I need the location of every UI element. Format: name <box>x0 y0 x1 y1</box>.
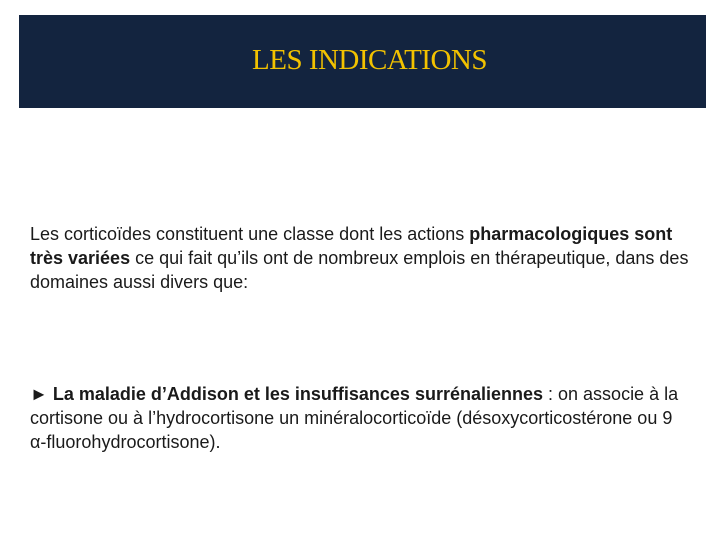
intro-text-end: ce qui fait qu’ils ont de nombreux emplois en thérapeutique, dans des domaines aussi divers que: <box>30 248 689 292</box>
intro-text-start: Les corticoïdes constituent une classe dont les actions <box>30 224 470 244</box>
slide-title: LES INDICATIONS <box>252 44 487 76</box>
intro-paragraph <box>30 222 690 294</box>
addison-text: : on associe à la cortisone ou à l’hydrocortisone un minéralocorticoïde (désoxycorticostérone ou 9 α-fluorohydrocortisone). <box>30 384 679 452</box>
intro-text-bold: pharmacologiques sont très variées <box>30 224 673 268</box>
title-banner <box>19 15 706 108</box>
addison-paragraph <box>30 382 690 454</box>
addison-heading: La maladie d’Addison et les insuffisances surrénaliennes <box>52 384 544 404</box>
bullet-arrow-icon: ► <box>30 384 48 404</box>
